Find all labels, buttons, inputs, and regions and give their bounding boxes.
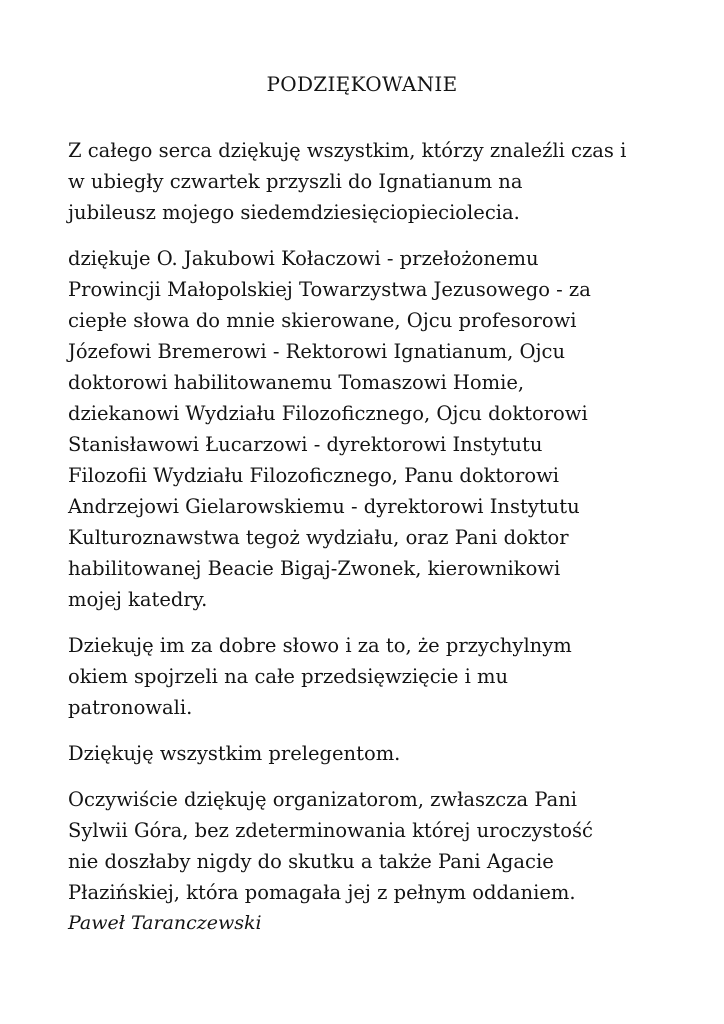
- text-line: mojej katedry.: [68, 588, 208, 611]
- text-line: jubileusz mojego siedemdziesięciopieciolecia.: [68, 201, 520, 224]
- text-line: Józefowi Bremerowi - Rektorowi Ignatianum, Ojcu: [68, 340, 566, 363]
- document-body: [68, 135, 668, 923]
- text-line: Płazińskiej, która pomagała jej z pełnym oddaniem.: [68, 881, 576, 904]
- paragraph-thanks-patronage: [68, 630, 668, 723]
- text-line: ciepłe słowa do mnie skierowane, Ojcu profesorowi: [68, 309, 577, 332]
- document-title: PODZIĘKOWANIE: [266, 72, 458, 96]
- text-line: doktorowi habilitowanemu Tomaszowi Homie,: [68, 371, 525, 394]
- text-line: habilitowanej Beacie Bigaj-Zwonek, kierownikowi: [68, 557, 561, 580]
- text-line: Kulturoznawstwa tegoż wydziału, oraz Pani doktor: [68, 526, 569, 549]
- text-line: Filozofii Wydziału Filozoficznego, Panu doktorowi: [68, 464, 559, 487]
- text-line: Stanisławowi Łucarzowi - dyrektorowi Instytutu: [68, 433, 543, 456]
- text-line: dziękuje O. Jakubowi Kołaczowi - przełożonemu: [68, 247, 539, 270]
- signature: Paweł Taranczewski: [68, 912, 262, 934]
- text-line: Dziękuję wszystkim prelegentom.: [68, 742, 401, 765]
- text-line: nie doszłaby nigdy do skutku a także Pani Agacie: [68, 850, 554, 873]
- text-line: dziekanowi Wydziału Filozoficznego, Ojcu doktorowi: [68, 402, 588, 425]
- paragraph-thanks-all: [68, 135, 668, 228]
- text-line: Dziekuję im za dobre słowo i za to, że przychylnym: [68, 634, 572, 657]
- text-line: Oczywiście dziękuję organizatorom, zwłaszcza Pani: [68, 788, 577, 811]
- text-line: w ubiegły czwartek przyszli do Ignatianum na: [68, 170, 523, 193]
- text-line: Z całego serca dziękuję wszystkim, którzy znaleźli czas i: [68, 139, 627, 162]
- paragraph-thanks-officials: [68, 243, 668, 615]
- text-line: patronowali.: [68, 696, 193, 719]
- text-line: Andrzejowi Gielarowskiemu - dyrektorowi Instytutu: [68, 495, 580, 518]
- text-line: Prowincji Małopolskiej Towarzystwa Jezusowego - za: [68, 278, 591, 301]
- text-line: okiem spojrzeli na całe przedsięwzięcie i mu: [68, 665, 509, 688]
- text-line: Sylwii Góra, bez zdeterminowania której uroczystość: [68, 819, 593, 842]
- paragraph-thanks-organizers: [68, 784, 668, 908]
- paragraph-thanks-speakers: [68, 738, 668, 769]
